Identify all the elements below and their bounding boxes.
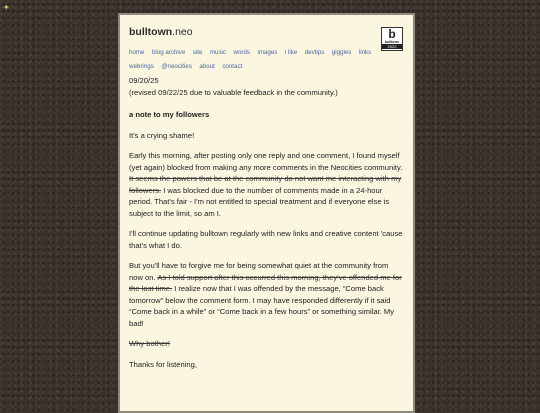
- site-name: bulltown: [129, 26, 173, 38]
- nav-link-words[interactable]: words: [233, 49, 250, 56]
- site-title-link[interactable]: [129, 26, 193, 38]
- paragraph-4-text-b: I realize now that I was offended by the message, “Come back tomorrow” below the comment form. I may have responded differently if it said “Come back in a while” or “Come back in a few hours” or something similar. My bad!: [129, 284, 395, 328]
- nav-link-giggles[interactable]: giggles: [331, 49, 352, 56]
- post-revised-note: (revised 09/22/25 due to valuable feedback in the community.): [129, 87, 338, 97]
- site-nav: [129, 44, 379, 72]
- site-logo[interactable]: [381, 27, 403, 51]
- paragraph-6: Thanks for listening,: [129, 359, 197, 369]
- site-header: [129, 22, 404, 70]
- nav-link-i-like[interactable]: i like: [284, 49, 298, 56]
- paragraph-4-strikethrough: As I told support after this occurred this morning, they've offended me for the last time.: [129, 272, 402, 293]
- site-tld: .neo: [172, 26, 193, 38]
- nav-link-devtips[interactable]: devtips: [304, 49, 325, 56]
- logo-mark: [382, 28, 402, 40]
- post-date-block: [129, 75, 404, 98]
- paragraph-1: It's a crying shame!: [129, 130, 195, 140]
- nav-link-links[interactable]: links: [358, 49, 372, 56]
- nav-link-site[interactable]: site: [192, 49, 203, 56]
- paragraph-2-text-b: I was blocked due to the number of comments made in a 24-hour period. That's fair - I'm not entitled to special treatment and if everyone else is subject to the limit, so am I.: [129, 185, 390, 218]
- page-container: [118, 13, 415, 413]
- paragraph-5: [129, 338, 404, 350]
- paragraph-2-text-a: Early this morning, after posting only one reply and one comment, I found myself (yet again) blocked from making any more comments in the Neocities community.: [129, 151, 403, 172]
- paragraph-4-text-a: But you'll have to forgive me for being somewhat quiet at the community from now on.: [129, 261, 389, 282]
- logo-letter: b: [388, 27, 396, 41]
- sparkle-icon: ✦: [3, 3, 10, 12]
- paragraph-2-strikethrough: It seems the powers that be at the community do not want me interacting with my followers.: [129, 174, 402, 195]
- nav-link-about[interactable]: about: [199, 63, 215, 70]
- nav-link-music[interactable]: music: [209, 49, 227, 56]
- nav-link-webrings[interactable]: webrings: [129, 63, 154, 70]
- post-title: a note to my followers: [129, 110, 210, 119]
- paragraph-5-strikethrough: Why bother!: [129, 339, 170, 348]
- logo-brand: bulltown: [384, 40, 400, 44]
- nav-link-neocities[interactable]: @neocities: [161, 63, 192, 70]
- paragraph-4: [129, 260, 404, 329]
- paragraph-3: I'll continue updating bulltown regularly with new links and creative content 'cause that's what I do.: [129, 229, 403, 250]
- paragraph-2: [129, 150, 404, 219]
- nav-link-home[interactable]: home: [129, 49, 145, 56]
- nav-link-blog-archive[interactable]: blog archive: [151, 49, 186, 56]
- nav-link-images[interactable]: images: [257, 49, 278, 56]
- post-content: [129, 75, 404, 370]
- logo-year: 2022: [382, 44, 402, 49]
- nav-link-contact[interactable]: contact: [222, 63, 243, 70]
- post-date: 09/20/25: [129, 76, 159, 85]
